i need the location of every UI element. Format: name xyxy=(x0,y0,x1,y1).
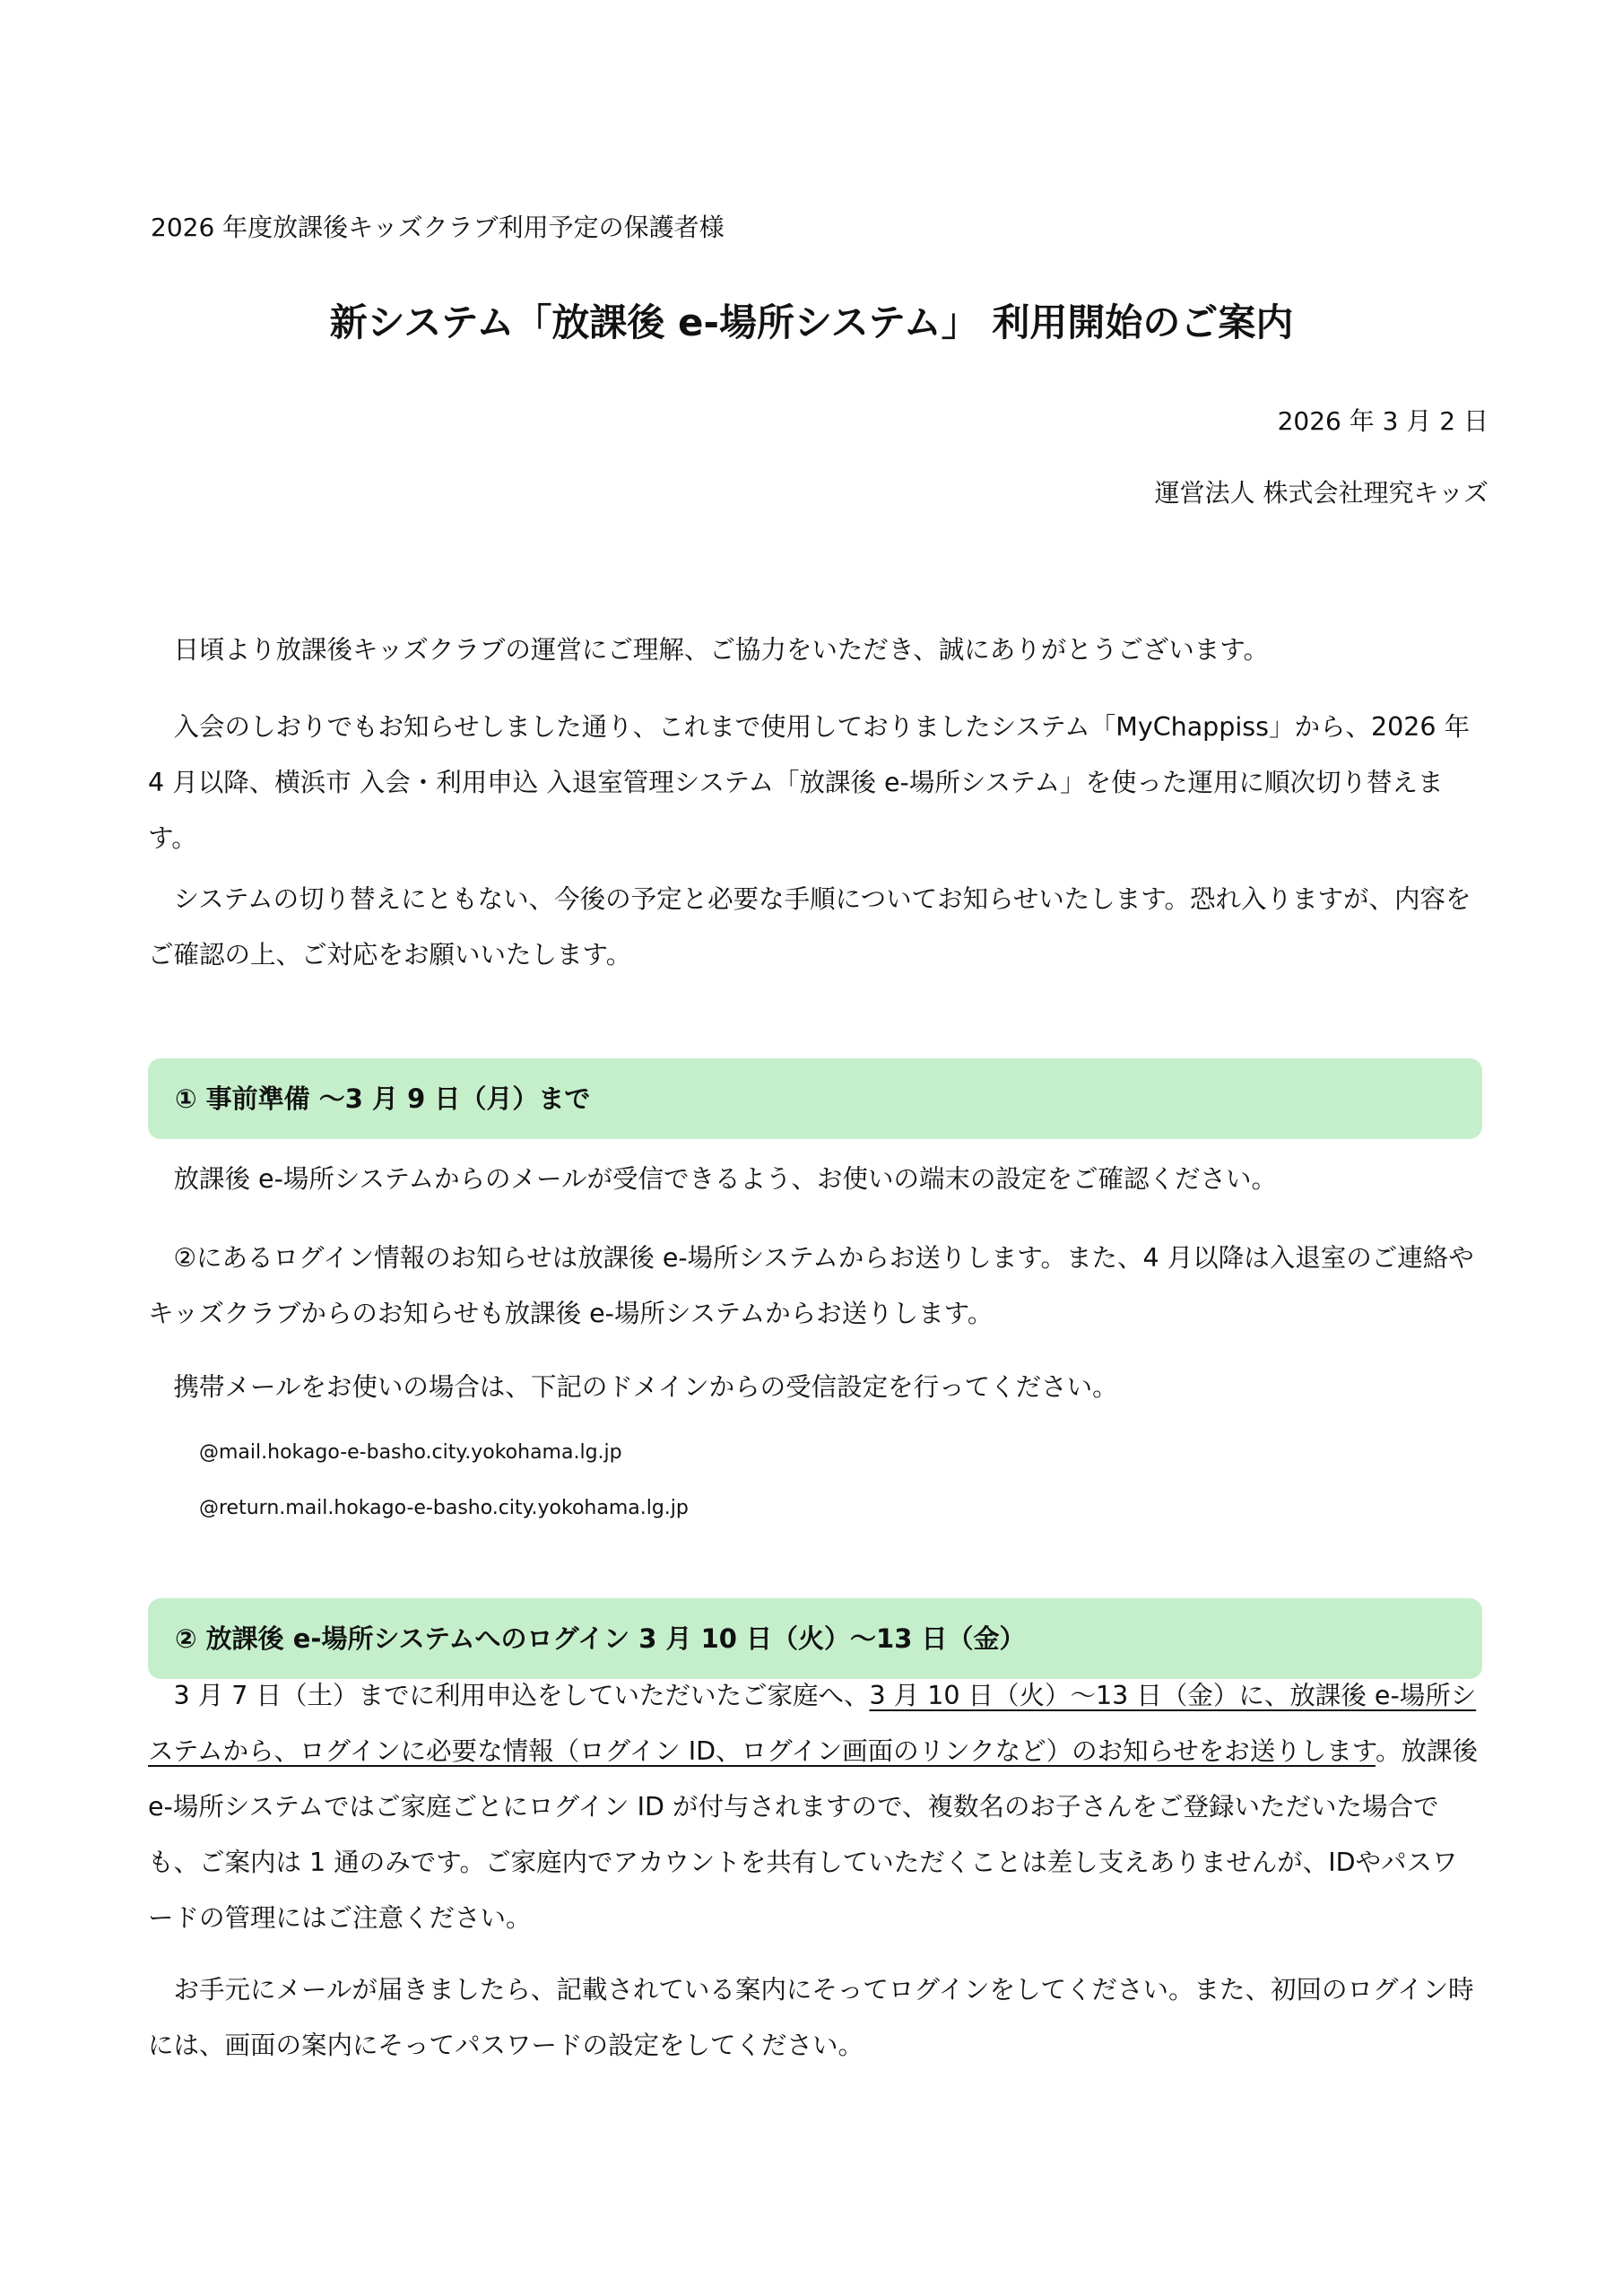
section-1-paragraph-1: 放課後 e-場所システムからのメールが受信できるよう、お使いの端末の設定をご確認ください。 xyxy=(173,1164,1277,1194)
section-1-heading: ① 事前準備 ～3 月 9 日（月）まで xyxy=(148,1058,1482,1139)
intro-paragraph-3: システムの切り替えにともない、今後の予定と必要な手順についてお知らせいたします。恐れ入りますが、内容をご確認の上、ご対応をお願いいたします。 xyxy=(148,884,1471,970)
section-2-paragraph-1 xyxy=(148,1668,1480,1946)
section-2-heading: ② 放課後 e-場所システムへのログイン 3 月 10 日（火）～13 日（金） xyxy=(148,1598,1482,1679)
section-1-paragraph-2: ②にあるログイン情報のお知らせは放課後 e-場所システムからお送りします。また、4 月以降は入退室のご連絡やキッズクラブからのお知らせも放課後 e-場所システムからお送りします。 xyxy=(148,1243,1474,1328)
intro-paragraph-2: 入会のしおりでもお知らせしました通り、これまで使用しておりましたシステム「MyChappiss」から、2026 年 4 月以降、横浜市 入会・利用申込 入退室管理システム「放課後 e-場所システム」を使った運用に順次切り替えます。 xyxy=(148,712,1471,853)
intro-paragraph-1: 日頃より放課後キッズクラブの運営にご理解、ご協力をいただき、誠にありがとうございます。 xyxy=(173,635,1270,665)
mail-domain-2: @return.mail.hokago-e-basho.city.yokohama.lg.jp xyxy=(199,1497,689,1519)
recipient-line: 2026 年度放課後キッズクラブ利用予定の保護者様 xyxy=(151,213,725,242)
section-2-paragraph-1-tail: 。放課後 e-場所システムではご家庭ごとにログイン ID が付与されますので、複数名のお子さんをご登録いただいた場合でも、ご案内は 1 通のみです。ご家庭内でアカウントを共有していただくことは差し支えありませんが、IDやパスワードの管理にはご注意ください。 xyxy=(148,1736,1478,1933)
section-2-paragraph-1-lead: 3 月 7 日（土）までに利用申込をしていただいたご家庭へ、 xyxy=(173,1681,870,1710)
section-2-paragraph-2: お手元にメールが届きましたら、記載されている案内にそってログインをしてください。また、初回のログイン時には、画面の案内にそってパスワードの設定をしてください。 xyxy=(148,1975,1474,2060)
issuer-name: 運営法人 株式会社理究キッズ xyxy=(1154,478,1488,508)
document-date: 2026 年 3 月 2 日 xyxy=(1277,406,1488,436)
login-info-notice-underlined: 3 月 10 日（火）～13 日（金）に、放課後 e-場所システムから、ログインに必要な情報（ログイン ID、ログイン画面のリンクなど）のお知らせをお送りします xyxy=(148,1681,1477,1766)
mail-domain-1: @mail.hokago-e-basho.city.yokohama.lg.jp xyxy=(199,1441,622,1464)
page-title: 新システム「放課後 e-場所システム」 利用開始のご案内 xyxy=(329,300,1294,344)
section-1-paragraph-3: 携帯メールをお使いの場合は、下記のドメインからの受信設定を行ってください。 xyxy=(173,1372,1118,1402)
